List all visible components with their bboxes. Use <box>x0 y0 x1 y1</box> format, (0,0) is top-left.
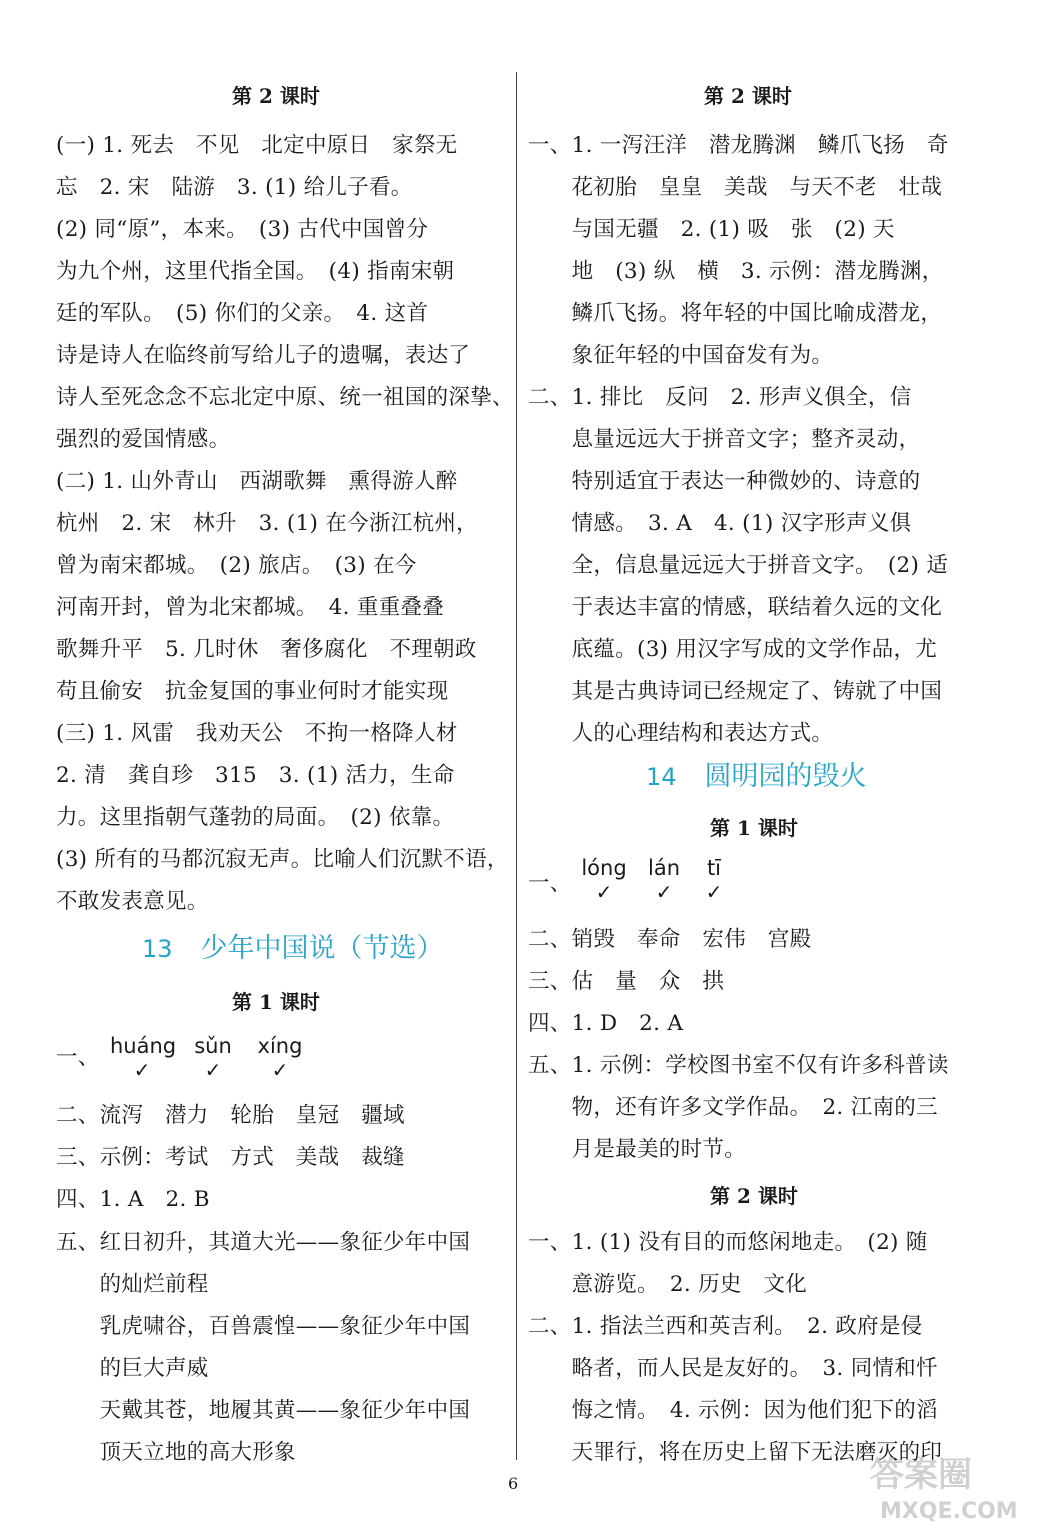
lesson-title-text: 圆明园的毁火 <box>704 761 867 792</box>
answer-line: 情感。 3. A 4. (1) 汉字形声义俱 <box>528 511 912 536</box>
answer-line: 象征年轻的中国奋发有为。 <box>528 343 834 368</box>
column-divider <box>516 72 517 1460</box>
answer-line: 不敢发表意见。 <box>56 889 209 914</box>
answer-line: 忘 2. 宋 陆游 3. (1) 给儿子看。 <box>56 175 413 200</box>
answer-line: 二、流泻 潜力 轮胎 皇冠 疆域 <box>56 1103 405 1128</box>
svg-text:MXQE.COM: MXQE.COM <box>880 1499 1016 1524</box>
answer-line: 苟且偷安 抗金复国的事业何时才能实现 <box>56 679 449 704</box>
question-label: 一、 <box>528 871 572 896</box>
answer-line: 为九个州，这里代指全国。 (4) 指南宋朝 <box>56 259 455 284</box>
lesson-heading: 第 2 课时 <box>710 1184 798 1208</box>
answer-line: 全，信息量远远大于拼音文字。 (2) 适 <box>528 553 949 578</box>
answer-line: 河南开封，曾为北宋都城。 4. 重重叠叠 <box>56 595 445 620</box>
lesson-heading: 第 1 课时 <box>710 816 798 840</box>
check-mark-icon: ✓ <box>204 1058 222 1082</box>
pinyin-text: huáng <box>110 1034 177 1058</box>
answer-line: 其是古典诗词已经规定了、铸就了中国 <box>528 679 943 704</box>
answer-line: 鳞爪飞扬。将年轻的中国比喻成潜龙， <box>528 301 943 326</box>
answer-line: 诗是诗人在临终前写给儿子的遗嘱，表达了 <box>56 343 471 368</box>
lesson-number: 13 <box>142 935 173 963</box>
answer-line: 强烈的爱国情感。 <box>56 427 231 452</box>
pinyin-text: xíng <box>257 1034 303 1058</box>
check-mark-icon: ✓ <box>705 880 723 904</box>
answer-line: (一) 1. 死去 不见 北定中原日 家祭无 <box>56 133 458 158</box>
answer-line: 顶天立地的高大形象 <box>56 1440 296 1465</box>
answer-line: 物，还有许多文学作品。 2. 江南的三 <box>528 1095 938 1120</box>
answer-line: 歌舞升平 5. 几时休 奢侈腐化 不理朝政 <box>56 637 477 662</box>
check-mark-icon: ✓ <box>133 1058 151 1082</box>
answer-line: 曾为南宋都城。 (2) 旅店。 (3) 在今 <box>56 553 417 578</box>
pinyin-text: sǔn <box>194 1034 232 1058</box>
answer-line: 一、1. (1) 没有目的而悠闲地走。 (2) 随 <box>528 1230 928 1255</box>
pinyin-answer <box>574 856 634 902</box>
answer-line: 与国无疆 2. (1) 吸 张 (2) 天 <box>528 217 895 242</box>
answer-line: 廷的军队。 (5) 你们的父亲。 4. 这首 <box>56 301 429 326</box>
pinyin-text: lán <box>647 856 680 880</box>
answer-line: 意游览。 2. 历史 文化 <box>528 1272 808 1297</box>
lesson-heading: 第 2 课时 <box>704 84 792 108</box>
check-mark-icon: ✓ <box>655 880 673 904</box>
answer-line: 二、1. 排比 反问 2. 形声义俱全，信 <box>528 385 912 410</box>
pinyin-answer <box>110 1034 177 1082</box>
answer-line: 2. 清 龚自珍 315 3. (1) 活力，生命 <box>56 763 455 788</box>
pinyin-answer <box>640 856 688 902</box>
answer-line: 三、估 量 众 拱 <box>528 969 725 994</box>
question-label: 一、 <box>56 1045 100 1070</box>
answer-line: 三、示例：考试 方式 美哉 裁缝 <box>56 1145 405 1170</box>
watermark-logo <box>866 1446 1016 1526</box>
check-mark-icon: ✓ <box>595 880 613 904</box>
answer-line: 花初胎 皇皇 美哉 与天不老 壮哉 <box>528 175 943 200</box>
pinyin-answer <box>252 1034 308 1080</box>
page-number: 6 <box>508 1474 519 1493</box>
watermark-icon <box>866 1446 1016 1526</box>
answer-line: 力。这里指朝气蓬勃的局面。 (2) 依靠。 <box>56 805 455 830</box>
answer-line: 五、1. 示例：学校图书室不仅有许多科普读 <box>528 1053 949 1078</box>
answer-line: (3) 所有的马都沉寂无声。比喻人们沉默不语， <box>56 847 509 872</box>
answer-line: 地 (3) 纵 横 3. 示例：潜龙腾渊， <box>528 259 944 284</box>
answer-line: 息量远远大于拼音文字；整齐灵动， <box>528 427 921 452</box>
answer-line: 天戴其苍，地履其黄——象征少年中国 <box>56 1398 471 1423</box>
answer-line: 一、1. 一泻汪洋 潜龙腾渊 鳞爪飞扬 奇 <box>528 133 949 158</box>
answer-line: 悔之情。 4. 示例：因为他们犯下的滔 <box>528 1398 938 1423</box>
answer-line: 二、1. 指法兰西和英吉利。 2. 政府是侵 <box>528 1314 923 1339</box>
pinyin-answer <box>694 856 734 902</box>
answer-line: 乳虎啸谷，百兽震惶——象征少年中国 <box>56 1314 471 1339</box>
lesson-heading: 第 1 课时 <box>232 990 320 1014</box>
answer-line: (二) 1. 山外青山 西湖歌舞 熏得游人醉 <box>56 469 458 494</box>
answer-line: 四、1. D 2. A <box>528 1011 684 1036</box>
answer-line: 人的心理结构和表达方式。 <box>528 721 834 746</box>
check-mark-icon: ✓ <box>271 1058 289 1082</box>
answer-line: 的灿烂前程 <box>56 1272 209 1297</box>
answer-line: (三) 1. 风雷 我劝天公 不拘一格降人材 <box>56 721 458 746</box>
lesson-number: 14 <box>646 763 677 791</box>
answer-line: 杭州 2. 宋 林升 3. (1) 在今浙江杭州， <box>56 511 478 536</box>
answer-line: 月是最美的时节。 <box>528 1137 747 1162</box>
lesson-title <box>646 754 867 793</box>
answer-line: 诗人至死念念不忘北定中原、统一祖国的深挚、 <box>56 385 514 410</box>
answer-line: 略者，而人民是友好的。 3. 同情和忏 <box>528 1356 938 1381</box>
pinyin-answer <box>188 1034 238 1080</box>
answer-line: 天罪行，将在历史上留下无法磨灭的印 <box>528 1440 943 1465</box>
answer-line: 四、1. A 2. B <box>56 1187 210 1212</box>
answer-line: 底蕴。(3) 用汉字写成的文学作品，尤 <box>528 637 938 662</box>
answer-line: 于表达丰富的情感，联结着久远的文化 <box>528 595 943 620</box>
lesson-title-text: 少年中国说（节选） <box>200 933 444 964</box>
svg-text:答案圈: 答案圈 <box>870 1455 972 1495</box>
answer-line: 二、销毁 奉命 宏伟 宫殿 <box>528 927 812 952</box>
pinyin-text: tī <box>706 856 722 880</box>
pinyin-text: lóng <box>581 856 627 880</box>
answer-line: 特别适宜于表达一种微妙的、诗意的 <box>528 469 921 494</box>
answer-line: (2) 同“原”，本来。 (3) 古代中国曾分 <box>56 217 429 242</box>
lesson-heading: 第 2 课时 <box>232 84 320 108</box>
answer-line: 五、红日初升，其道大光——象征少年中国 <box>56 1230 471 1255</box>
lesson-title <box>142 926 444 965</box>
answer-line: 的巨大声威 <box>56 1356 209 1381</box>
